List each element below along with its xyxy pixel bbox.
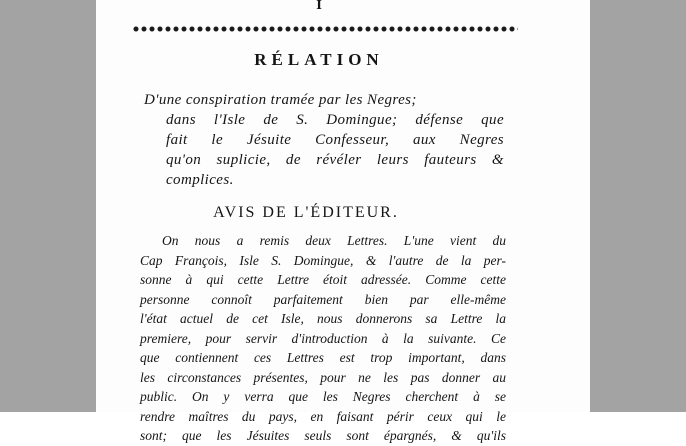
body-line: sonne à qui cette Lettre étoit adressée. Comme cette	[140, 272, 506, 287]
body-line: Cap François, Isle S. Domingue, & l'autre de la per-	[140, 252, 506, 268]
body-line: sont; que les Jésuites seuls sont épargnés, & qu'ils	[140, 428, 506, 443]
right-margin	[590, 0, 686, 412]
body-paragraph	[140, 231, 506, 446]
page-title: RÉLATION	[254, 50, 384, 69]
body-line: public. On y verra que les Negres cherchent à se	[140, 389, 506, 404]
intro-line: qu'on suplicie, de révéler leurs fauteurs &	[166, 152, 504, 168]
intro-line: fait le Jésuite Confesseur, aux Negres	[166, 132, 504, 148]
section-heading: AVIS DE L'ÉDITEUR.	[213, 204, 399, 221]
body-line: premiere, pour servir d'introduction à la suivante. Ce	[140, 330, 506, 346]
left-margin	[0, 0, 96, 412]
body-line: que contiennent ces Lettres est trop important, dans	[140, 350, 506, 365]
scanned-page	[96, 0, 590, 443]
body-line: les circonstances présentes, pour ne les pas donner au	[140, 369, 506, 385]
intro-paragraph	[144, 90, 504, 190]
intro-line: complices.	[166, 172, 234, 188]
body-line: rendre maîtres du pays, en faisant périr ceux qui le	[140, 408, 506, 424]
ornamental-border	[132, 24, 518, 34]
body-line: On nous a remis deux Lettres. L'une vient du	[162, 233, 506, 248]
body-line: l'état actuel de cet Isle, nous donnerons sa Lettre la	[140, 311, 506, 326]
body-line: personne connoît parfaitement bien par elle-même	[140, 291, 506, 307]
page-number: I	[316, 0, 322, 12]
intro-line: D'une conspiration tramée par les Negres;	[144, 92, 417, 108]
intro-line: dans l'Isle de S. Domingue; défense que	[166, 112, 504, 128]
